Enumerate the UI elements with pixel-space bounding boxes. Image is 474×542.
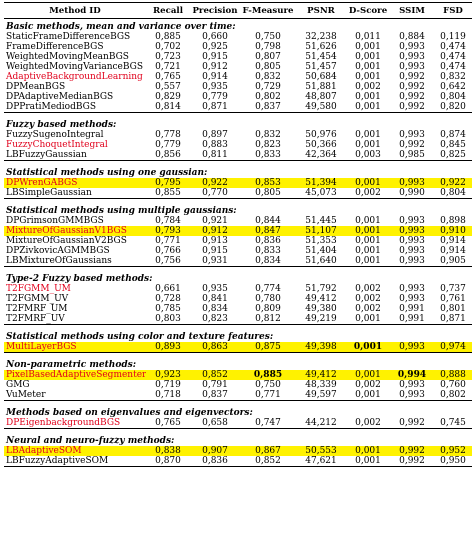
recall-cell: 0,719: [155, 380, 181, 390]
section-title: Fuzzy based methods:: [6, 119, 117, 130]
precision-cell: 0,811: [202, 150, 228, 160]
fsd-cell: 0,910: [434, 226, 472, 236]
d-score-cell: 0,002: [355, 380, 381, 390]
ssim-cell: 0,991: [399, 314, 425, 324]
section-title: Type-2 Fuzzy based methods:: [6, 273, 153, 284]
d-score-cell: 0,001: [355, 102, 381, 112]
recall-cell: 0,795: [146, 178, 190, 188]
method-id-cell: FuzzySugenoIntegral: [6, 130, 104, 140]
method-id-cell: WeightedMovingVarianceBGS: [6, 62, 144, 72]
ssim-cell: 0,992: [390, 456, 434, 467]
ssim-cell: 0,992: [399, 92, 425, 102]
fsd-cell: 0,760: [440, 380, 466, 390]
recall-cell: 0,814: [155, 102, 181, 112]
ssim-cell: 0,993: [399, 380, 425, 390]
header-method-id: Method ID: [4, 3, 146, 19]
precision-cell: 0,921: [202, 216, 228, 226]
table-row: [4, 178, 472, 188]
d-score-cell: 0,002: [355, 304, 381, 314]
precision-cell: 0,770: [202, 188, 228, 198]
d-score-cell: 0,001: [355, 246, 381, 256]
recall-cell: 0,829: [155, 92, 181, 102]
method-id-cell: MixtureOfGaussianV2BGS: [6, 236, 127, 246]
f-measure-cell: 0,747: [255, 418, 281, 428]
psnr-cell: 32,238: [305, 32, 337, 42]
header-ssim: SSIM: [390, 3, 434, 19]
precision-cell: 0,836: [190, 456, 240, 467]
recall-cell: 0,728: [155, 294, 181, 304]
ssim-cell: 0,993: [399, 216, 425, 226]
d-score-cell: 0,001: [346, 446, 390, 456]
psnr-cell: 51,457: [305, 62, 337, 72]
method-id-cell: MixtureOfGaussianV1BGS: [4, 226, 146, 236]
section-title: Statistical methods using one gaussian:: [6, 167, 208, 178]
f-measure-cell: 0,853: [240, 178, 296, 188]
table-row: [4, 236, 472, 246]
precision-cell: 0,913: [202, 236, 228, 246]
fsd-cell: 0,905: [440, 256, 466, 266]
psnr-cell: 51,353: [305, 236, 337, 246]
ssim-cell: 0,993: [399, 236, 425, 246]
ssim-cell: 0,884: [399, 32, 425, 42]
f-measure-cell: 0,780: [255, 294, 281, 304]
d-score-cell: 0,001: [355, 42, 381, 52]
fsd-cell: 0,804: [440, 188, 466, 198]
ssim-cell: 0,992: [399, 140, 425, 150]
table-row: [4, 226, 472, 236]
recall-cell: 0,766: [155, 246, 181, 256]
d-score-cell: 0,001: [346, 226, 390, 236]
table-row: [4, 42, 472, 52]
method-id-cell: AdaptiveBackgroundLearning: [6, 72, 143, 82]
recall-cell: 0,721: [155, 62, 181, 72]
method-id-cell: T2FMRF_UM: [6, 304, 68, 314]
f-measure-cell: 0,852: [240, 456, 296, 467]
section-title-row: [4, 165, 472, 178]
section-title: Methods based on eigenvalues and eigenvectors:: [6, 407, 253, 418]
ssim-cell: 0,993: [390, 178, 434, 188]
psnr-cell: 49,219: [305, 314, 337, 324]
recall-cell: 0,870: [146, 456, 190, 467]
fsd-cell: 0,802: [440, 390, 466, 400]
ssim-cell: 0,990: [399, 188, 425, 198]
method-id-cell: LBFuzzyGaussian: [6, 150, 87, 160]
fsd-cell: 0,888: [434, 370, 472, 380]
ssim-cell: 0,994: [390, 370, 434, 380]
table-row: [4, 150, 472, 161]
psnr-cell: 51,881: [305, 82, 337, 92]
precision-cell: 0,841: [202, 294, 228, 304]
ssim-cell: 0,992: [399, 82, 425, 92]
f-measure-cell: 0,809: [255, 304, 281, 314]
method-id-cell: PixelBasedAdaptiveSegmenter: [6, 370, 146, 380]
header-fsd: FSD: [434, 3, 472, 19]
recall-cell: 0,923: [146, 370, 190, 380]
table-row: [4, 380, 472, 390]
recall-cell: 0,723: [155, 52, 181, 62]
precision-cell: 0,834: [202, 304, 228, 314]
table-row: [4, 294, 472, 304]
d-score-cell: 0,001: [355, 92, 381, 102]
method-id-cell: FrameDifferenceBGS: [6, 42, 104, 52]
table-row: [4, 446, 472, 456]
psnr-cell: 49,398: [296, 342, 346, 353]
recall-cell: 0,557: [155, 82, 181, 92]
section-title-row: [4, 19, 472, 33]
d-score-cell: 0,001: [355, 140, 381, 150]
recall-cell: 0,771: [155, 236, 181, 246]
d-score-cell: 0,001: [355, 72, 381, 82]
d-score-cell: 0,001: [355, 216, 381, 226]
psnr-cell: 50,976: [305, 130, 337, 140]
header-psnr: PSNR: [296, 3, 346, 19]
precision-cell: 0,660: [202, 32, 228, 42]
f-measure-cell: 0,812: [255, 314, 281, 324]
ssim-cell: 0,993: [399, 130, 425, 140]
precision-cell: 0,791: [202, 380, 228, 390]
recall-cell: 0,765: [155, 418, 181, 428]
ssim-cell: 0,993: [399, 390, 425, 400]
section-title: Non-parametric methods:: [6, 359, 137, 370]
psnr-cell: 49,580: [305, 102, 337, 112]
section-title: Basic methods, mean and variance over time:: [6, 21, 236, 32]
fsd-cell: 0,871: [440, 314, 466, 324]
table-row: [4, 284, 472, 294]
table-row: [4, 390, 472, 401]
method-id-cell: T2FMRF_UV: [6, 314, 65, 324]
f-measure-cell: 0,807: [255, 52, 281, 62]
precision-cell: 0,823: [202, 314, 228, 324]
ssim-cell: 0,992: [399, 102, 425, 112]
table-row: [4, 188, 472, 199]
ssim-cell: 0,992: [390, 446, 434, 456]
precision-cell: 0,935: [202, 284, 228, 294]
table-row: [4, 256, 472, 267]
precision-cell: 0,935: [202, 82, 228, 92]
section-title: Statistical methods using multiple gaussians:: [6, 205, 237, 216]
ssim-cell: 0,993: [390, 226, 434, 236]
d-score-cell: 0,001: [355, 314, 381, 324]
d-score-cell: 0,002: [355, 82, 381, 92]
recall-cell: 0,856: [155, 150, 181, 160]
fsd-cell: 0,914: [440, 236, 466, 246]
section-title-row: [4, 433, 472, 446]
fsd-cell: 0,950: [434, 456, 472, 467]
d-score-cell: 0,002: [355, 284, 381, 294]
psnr-cell: 51,394: [296, 178, 346, 188]
fsd-cell: 0,845: [440, 140, 466, 150]
precision-cell: 0,925: [202, 42, 228, 52]
fsd-cell: 0,820: [440, 102, 466, 112]
d-score-cell: 0,001: [355, 236, 381, 246]
recall-cell: 0,838: [146, 446, 190, 456]
fsd-cell: 0,474: [440, 42, 466, 52]
fsd-cell: 0,745: [440, 418, 466, 428]
fsd-cell: 0,801: [440, 304, 466, 314]
fsd-cell: 0,922: [434, 178, 472, 188]
d-score-cell: 0,002: [355, 188, 381, 198]
precision-cell: 0,922: [190, 178, 240, 188]
precision-cell: 0,915: [202, 246, 228, 256]
precision-cell: 0,912: [202, 62, 228, 72]
psnr-cell: 49,412: [296, 370, 346, 380]
psnr-cell: 49,412: [305, 294, 337, 304]
method-id-cell: LBMixtureOfGaussians: [6, 256, 112, 266]
psnr-cell: 47,621: [296, 456, 346, 467]
header-recall: Recall: [146, 3, 190, 19]
d-score-cell: 0,001: [355, 256, 381, 266]
table-row: [4, 130, 472, 140]
fsd-cell: 0,914: [440, 246, 466, 256]
precision-cell: 0,837: [202, 390, 228, 400]
method-id-cell: LBAdaptiveSOM: [4, 446, 146, 456]
psnr-cell: 50,553: [296, 446, 346, 456]
psnr-cell: 51,445: [305, 216, 337, 226]
d-score-cell: 0,002: [355, 294, 381, 304]
f-measure-cell: 0,836: [255, 236, 281, 246]
f-measure-cell: 0,832: [255, 72, 281, 82]
section-title-row: [4, 117, 472, 130]
f-measure-cell: 0,875: [240, 342, 296, 353]
method-id-cell: DPPratiMediodBGS: [6, 102, 96, 112]
recall-cell: 0,718: [155, 390, 181, 400]
precision-cell: 0,912: [190, 226, 240, 236]
fsd-cell: 0,642: [440, 82, 466, 92]
table-row: [4, 304, 472, 314]
recall-cell: 0,778: [155, 130, 181, 140]
recall-cell: 0,855: [155, 188, 181, 198]
method-id-cell: DPAdaptiveMedianBGS: [6, 92, 114, 102]
psnr-cell: 45,073: [305, 188, 337, 198]
psnr-cell: 50,684: [305, 72, 337, 82]
section-title-row: [4, 405, 472, 418]
psnr-cell: 49,380: [305, 304, 337, 314]
method-id-cell: DPGrimsonGMMBGS: [6, 216, 104, 226]
fsd-cell: 0,737: [440, 284, 466, 294]
psnr-cell: 48,807: [305, 92, 337, 102]
psnr-cell: 42,364: [305, 150, 337, 160]
f-measure-cell: 0,885: [240, 370, 296, 380]
section-title-row: [4, 203, 472, 216]
ssim-cell: 0,992: [399, 72, 425, 82]
ssim-cell: 0,993: [399, 52, 425, 62]
method-id-cell: T2FGMM_UV: [6, 294, 69, 304]
f-measure-cell: 0,729: [255, 82, 281, 92]
table-row: [4, 370, 472, 380]
precision-cell: 0,852: [190, 370, 240, 380]
precision-cell: 0,871: [202, 102, 228, 112]
method-id-cell: MultiLayerBGS: [4, 342, 146, 353]
psnr-cell: 49,597: [305, 390, 337, 400]
ssim-cell: 0,993: [399, 42, 425, 52]
section-title-row: [4, 329, 472, 342]
precision-cell: 0,907: [190, 446, 240, 456]
f-measure-cell: 0,823: [255, 140, 281, 150]
f-measure-cell: 0,844: [255, 216, 281, 226]
header-d-score: D-Score: [346, 3, 390, 19]
method-id-cell: LBFuzzyAdaptiveSOM: [4, 456, 146, 467]
fsd-cell: 0,832: [440, 72, 466, 82]
fsd-cell: 0,898: [440, 216, 466, 226]
d-score-cell: 0,011: [355, 32, 381, 42]
precision-cell: 0,779: [202, 92, 228, 102]
header-precision: Precision: [190, 3, 240, 19]
method-id-cell: DPZivkovicAGMMBGS: [6, 246, 110, 256]
psnr-cell: 51,107: [296, 226, 346, 236]
method-id-cell: LBSimpleGaussian: [6, 188, 92, 198]
d-score-cell: 0,001: [346, 456, 390, 467]
psnr-cell: 51,454: [305, 52, 337, 62]
recall-cell: 0,885: [155, 32, 181, 42]
d-score-cell: 0,001: [355, 62, 381, 72]
fsd-cell: 0,804: [440, 92, 466, 102]
recall-cell: 0,893: [146, 342, 190, 353]
psnr-cell: 51,792: [305, 284, 337, 294]
recall-cell: 0,784: [155, 216, 181, 226]
f-measure-cell: 0,774: [255, 284, 281, 294]
d-score-cell: 0,001: [346, 370, 390, 380]
fsd-cell: 0,119: [440, 32, 466, 42]
table-row: [4, 140, 472, 150]
table-row: [4, 102, 472, 113]
recall-cell: 0,785: [155, 304, 181, 314]
d-score-cell: 0,001: [346, 342, 390, 353]
recall-cell: 0,661: [155, 284, 181, 294]
f-measure-cell: 0,750: [255, 380, 281, 390]
f-measure-cell: 0,867: [240, 446, 296, 456]
d-score-cell: 0,002: [355, 418, 381, 428]
table-row: [4, 314, 472, 325]
ssim-cell: 0,985: [399, 150, 425, 160]
d-score-cell: 0,001: [355, 130, 381, 140]
table-row: [4, 342, 472, 353]
header-row: [4, 3, 472, 19]
psnr-cell: 51,404: [305, 246, 337, 256]
method-id-cell: T2FGMM_UM: [6, 284, 71, 294]
section-title-row: [4, 271, 472, 284]
table-row: [4, 52, 472, 62]
f-measure-cell: 0,837: [255, 102, 281, 112]
precision-cell: 0,915: [202, 52, 228, 62]
ssim-cell: 0,993: [399, 284, 425, 294]
method-id-cell: FuzzyChoquetIntegral: [6, 140, 108, 150]
ssim-cell: 0,993: [399, 294, 425, 304]
ssim-cell: 0,991: [399, 304, 425, 314]
f-measure-cell: 0,805: [255, 188, 281, 198]
fsd-cell: 0,874: [440, 130, 466, 140]
d-score-cell: 0,001: [346, 178, 390, 188]
psnr-cell: 44,212: [305, 418, 337, 428]
precision-cell: 0,658: [202, 418, 228, 428]
recall-cell: 0,803: [155, 314, 181, 324]
header-f-measure: F-Measure: [240, 3, 296, 19]
table-row: [4, 62, 472, 72]
method-id-cell: GMG: [6, 380, 30, 390]
table-row: [4, 216, 472, 226]
method-id-cell: VuMeter: [6, 390, 46, 400]
ssim-cell: 0,993: [399, 62, 425, 72]
method-id-cell: DPWrenGABGS: [4, 178, 146, 188]
table-body: [4, 19, 472, 467]
f-measure-cell: 0,834: [255, 256, 281, 266]
table-row: [4, 72, 472, 82]
section-title: Neural and neuro-fuzzy methods:: [6, 435, 175, 446]
precision-cell: 0,883: [202, 140, 228, 150]
precision-cell: 0,931: [202, 256, 228, 266]
f-measure-cell: 0,750: [255, 32, 281, 42]
psnr-cell: 50,366: [305, 140, 337, 150]
fsd-cell: 0,825: [440, 150, 466, 160]
d-score-cell: 0,003: [355, 150, 381, 160]
f-measure-cell: 0,771: [255, 390, 281, 400]
f-measure-cell: 0,805: [255, 62, 281, 72]
table-row: [4, 246, 472, 256]
table-row: [4, 82, 472, 92]
method-id-cell: WeightedMovingMeanBGS: [6, 52, 129, 62]
f-measure-cell: 0,798: [255, 42, 281, 52]
precision-cell: 0,897: [202, 130, 228, 140]
ssim-cell: 0,993: [399, 246, 425, 256]
fsd-cell: 0,474: [440, 62, 466, 72]
d-score-cell: 0,001: [355, 52, 381, 62]
ssim-cell: 0,992: [399, 418, 425, 428]
method-id-cell: DPMeanBGS: [6, 82, 66, 92]
precision-cell: 0,914: [202, 72, 228, 82]
f-measure-cell: 0,832: [255, 130, 281, 140]
ssim-cell: 0,993: [399, 256, 425, 266]
recall-cell: 0,765: [155, 72, 181, 82]
fsd-cell: 0,474: [440, 52, 466, 62]
d-score-cell: 0,001: [355, 390, 381, 400]
f-measure-cell: 0,802: [255, 92, 281, 102]
psnr-cell: 48,339: [305, 380, 337, 390]
ssim-cell: 0,993: [390, 342, 434, 353]
precision-cell: 0,863: [190, 342, 240, 353]
results-table: [4, 2, 472, 467]
table-row: [4, 418, 472, 429]
table-row: [4, 456, 472, 467]
method-id-cell: StaticFrameDifferenceBGS: [6, 32, 131, 42]
psnr-cell: 51,640: [305, 256, 337, 266]
method-id-cell: DPEigenbackgroundBGS: [6, 418, 121, 428]
section-title-row: [4, 357, 472, 370]
recall-cell: 0,793: [146, 226, 190, 236]
table-row: [4, 92, 472, 102]
recall-cell: 0,702: [155, 42, 181, 52]
recall-cell: 0,756: [155, 256, 181, 266]
section-title: Statistical methods using color and texture features:: [6, 331, 274, 342]
f-measure-cell: 0,847: [240, 226, 296, 236]
fsd-cell: 0,952: [434, 446, 472, 456]
fsd-cell: 0,761: [440, 294, 466, 304]
f-measure-cell: 0,833: [255, 246, 281, 256]
psnr-cell: 51,626: [305, 42, 337, 52]
f-measure-cell: 0,833: [255, 150, 281, 160]
fsd-cell: 0,974: [434, 342, 472, 353]
recall-cell: 0,779: [155, 140, 181, 150]
table-row: [4, 32, 472, 42]
